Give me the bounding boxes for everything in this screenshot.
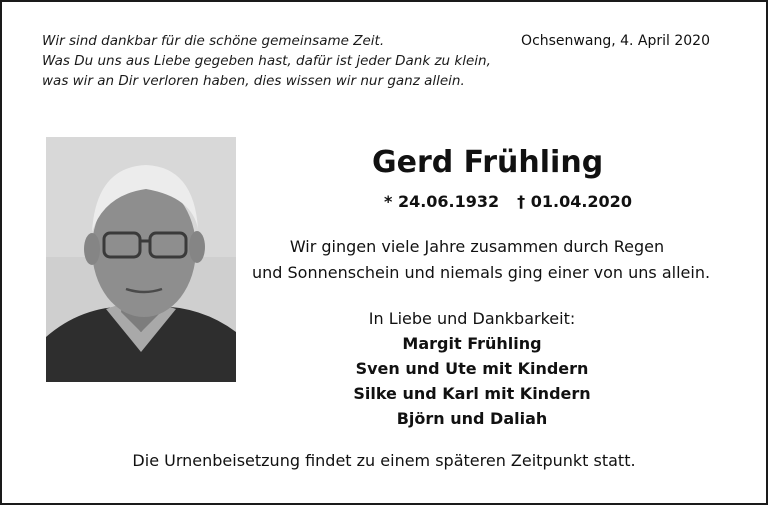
poem: [42, 31, 491, 91]
signature-block: [282, 306, 662, 431]
mourner-name: Margit Frühling: [402, 334, 542, 353]
signature-intro: In Liebe und Dankbarkeit:: [368, 309, 576, 328]
quote-line: Wir gingen viele Jahre zusammen durch Regen: [289, 237, 665, 256]
poem-line: was wir an Dir verloren haben, dies wissen wir nur ganz allein.: [42, 73, 465, 89]
life-dates: [384, 192, 632, 211]
funeral-note: Die Urnenbeisetzung findet zu einem späteren Zeitpunkt statt.: [132, 451, 636, 470]
poem-line: Was Du uns aus Liebe gegeben hast, dafür ist jeder Dank zu klein,: [42, 53, 491, 69]
mourner-name: Sven und Ute mit Kindern: [355, 359, 589, 378]
death-date: † 01.04.2020: [517, 192, 632, 211]
quote-line: und Sonnenschein und niemals ging einer von uns allein.: [252, 263, 711, 282]
mourner-name: Björn und Daliah: [396, 409, 548, 428]
birth-date: * 24.06.1932: [384, 192, 500, 211]
portrait-photo: [46, 137, 236, 382]
place-date: Ochsenwang, 4. April 2020: [521, 33, 710, 49]
mourner-name: Silke und Karl mit Kindern: [353, 384, 591, 403]
quote: [252, 234, 711, 286]
poem-line: Wir sind dankbar für die schöne gemeinsame Zeit.: [42, 33, 385, 49]
deceased-name: Gerd Frühling: [372, 145, 604, 180]
